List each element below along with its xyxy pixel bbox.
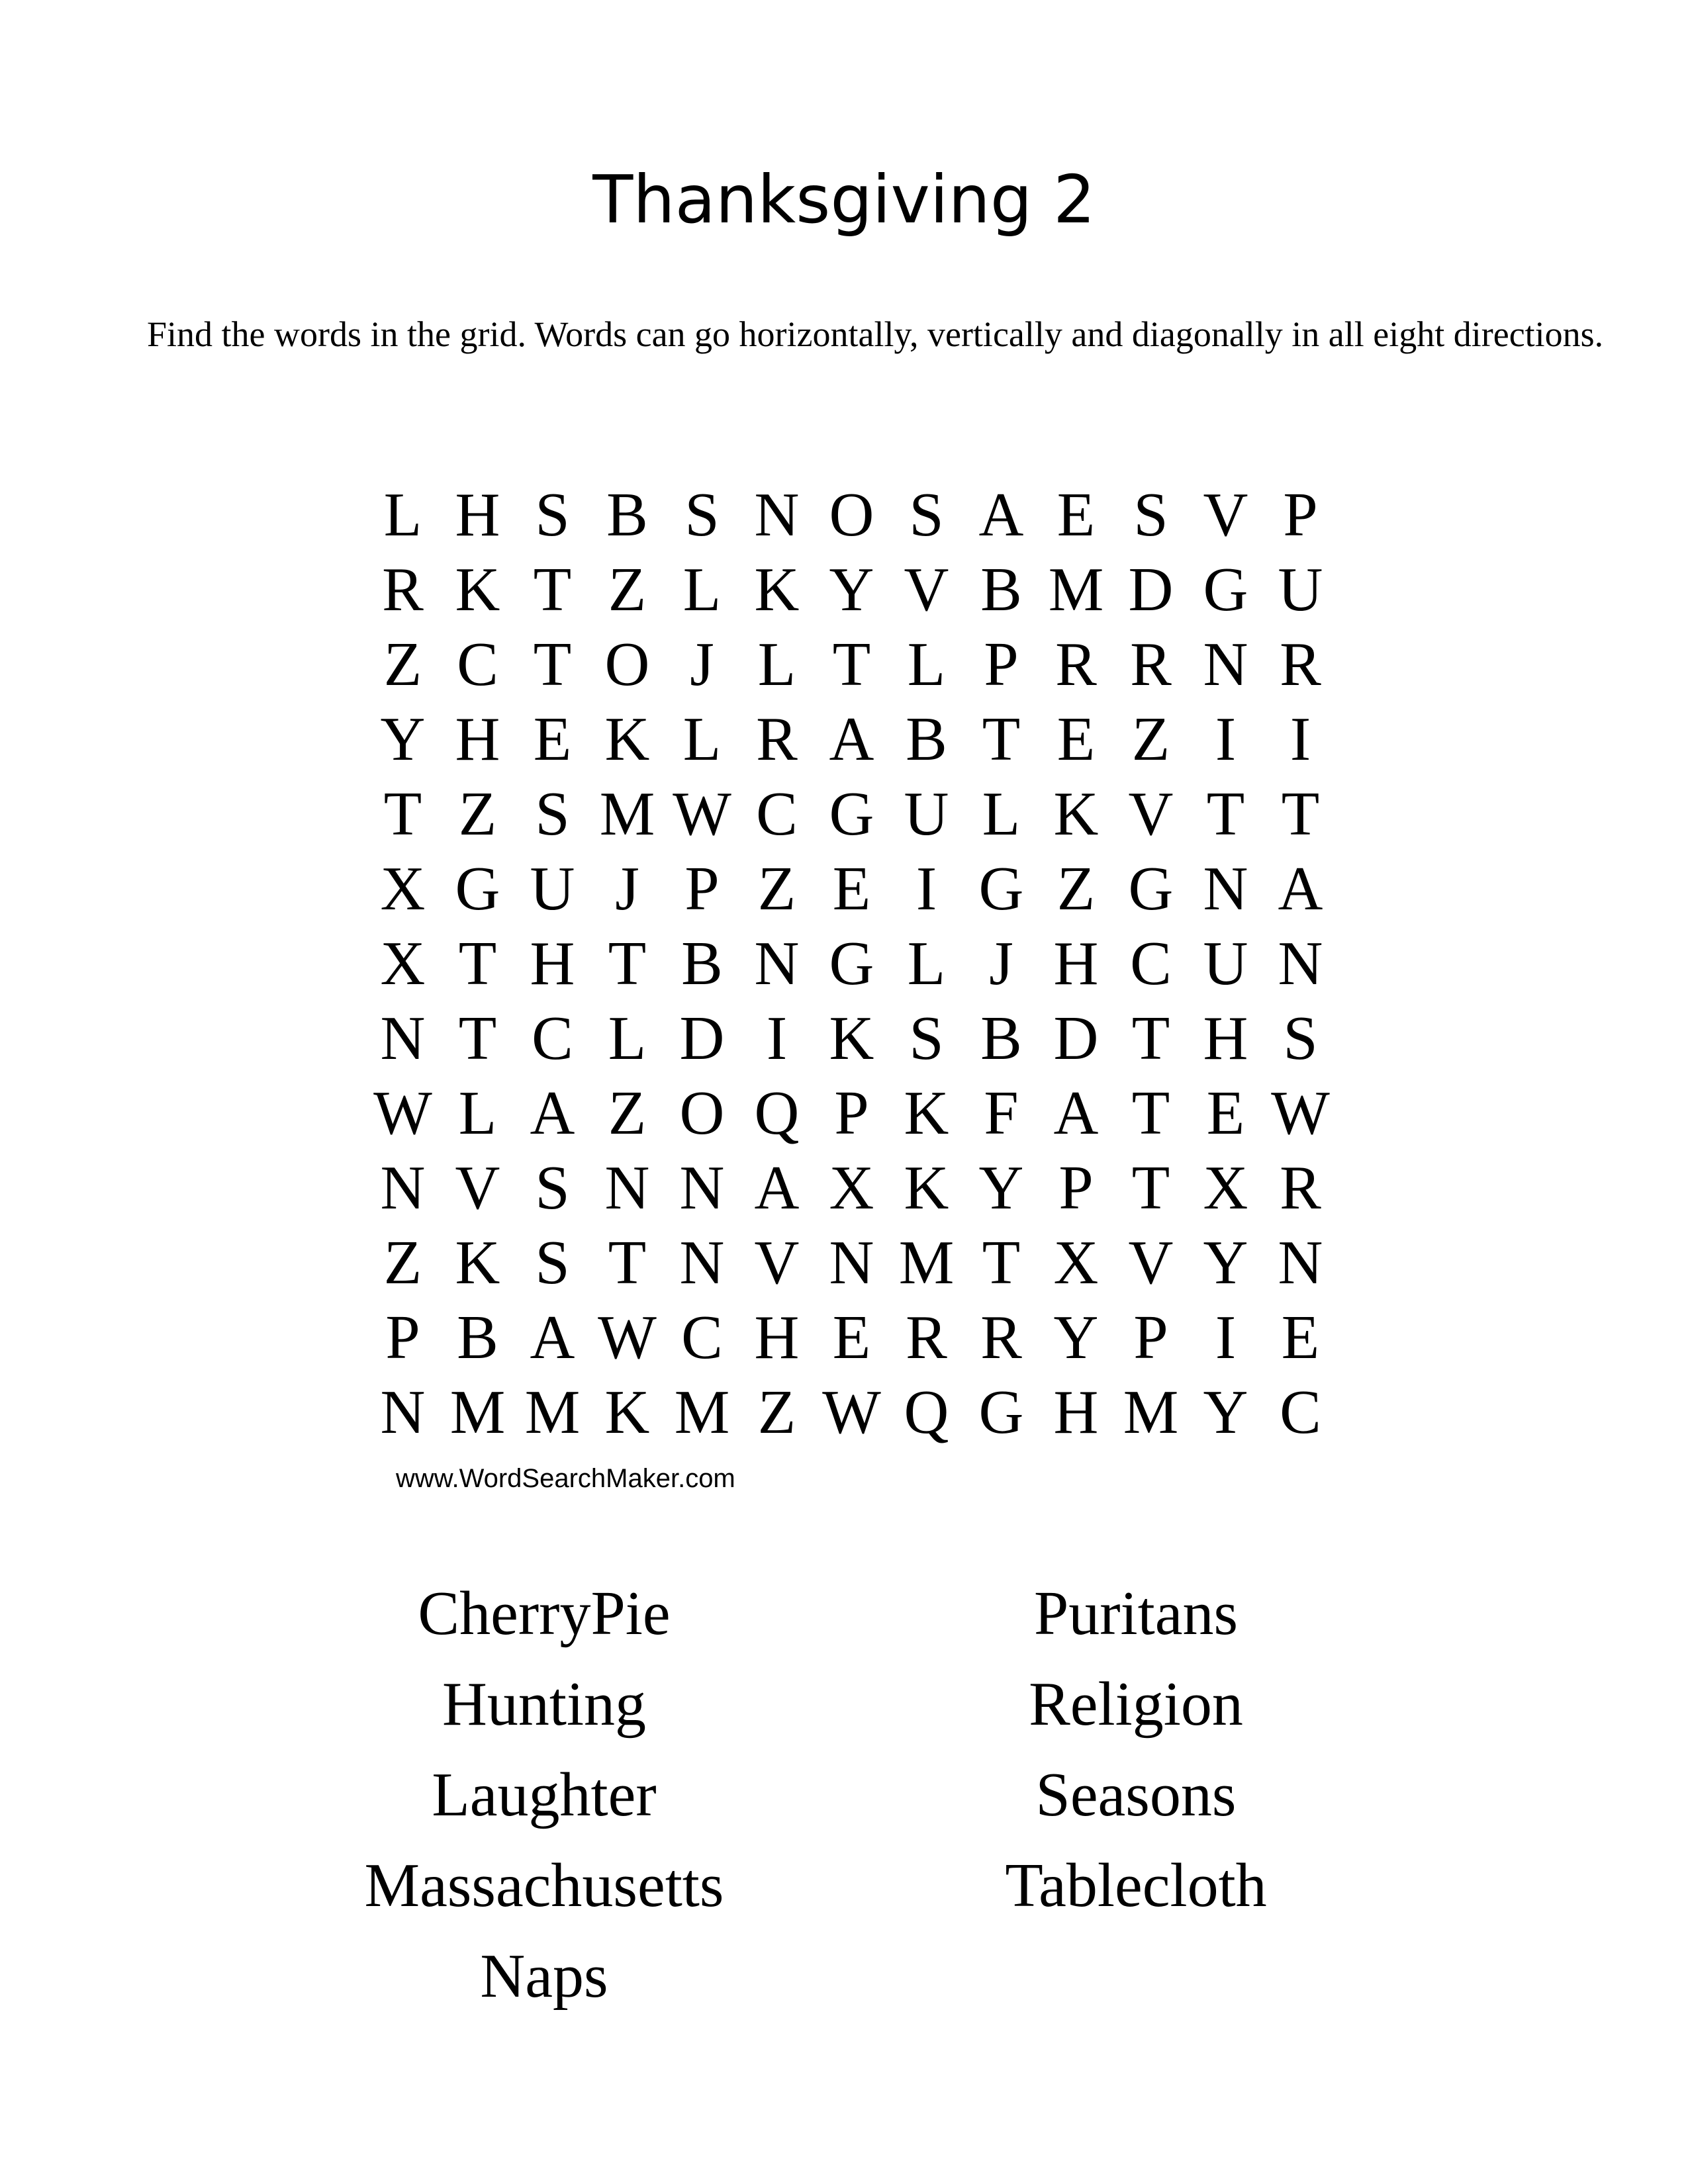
grid-letter: A: [829, 705, 874, 774]
grid-letter: E: [1281, 1303, 1320, 1372]
word-list-item: Massachusetts: [364, 1851, 724, 1920]
grid-letter: O: [679, 1079, 725, 1148]
grid-letter: Z: [757, 854, 796, 923]
grid-letter: U: [904, 780, 949, 848]
grid-letter: S: [535, 780, 570, 848]
grid-letter: Y: [978, 1154, 1024, 1222]
grid-letter: E: [832, 1303, 871, 1372]
grid-letter: K: [904, 1154, 949, 1222]
grid-letter: N: [1278, 1228, 1323, 1297]
grid-letter: M: [1123, 1378, 1179, 1447]
grid-letter: W: [822, 1378, 881, 1447]
grid-letter: B: [980, 1004, 1022, 1073]
grid-letter: V: [1128, 1228, 1174, 1297]
grid-letter: H: [1053, 929, 1099, 998]
grid-letter: P: [1058, 1154, 1094, 1222]
grid-letter: A: [530, 1303, 575, 1372]
grid-letter: B: [457, 1303, 498, 1372]
grid-letter: D: [679, 1004, 725, 1073]
grid-letter: F: [984, 1079, 1019, 1148]
word-list-item: CherryPie: [418, 1579, 671, 1648]
grid-letter: R: [980, 1303, 1022, 1372]
grid-letter: N: [1278, 929, 1323, 998]
grid-letter: S: [909, 480, 944, 549]
grid-letter: V: [1203, 480, 1248, 549]
grid-letter: M: [449, 1378, 506, 1447]
grid-letter: Z: [608, 555, 647, 624]
grid-letter: N: [1203, 630, 1248, 699]
grid-letter: Q: [754, 1079, 800, 1148]
grid-letter: R: [1280, 1154, 1321, 1222]
grid-letter: B: [906, 705, 947, 774]
grid-letter: N: [380, 1004, 426, 1073]
grid-letter: Z: [383, 1228, 422, 1297]
grid-letter: A: [1278, 854, 1323, 923]
grid-letter: B: [980, 555, 1022, 624]
grid-letter: T: [982, 1228, 1021, 1297]
grid-letter: G: [1203, 555, 1248, 624]
grid-letter: U: [530, 854, 575, 923]
grid-letter: V: [1128, 780, 1174, 848]
grid-letter: P: [984, 630, 1019, 699]
grid-letter: K: [754, 555, 800, 624]
grid-letter: R: [1130, 630, 1172, 699]
grid-letter: W: [673, 780, 731, 848]
grid-letter: H: [530, 929, 575, 998]
word-list-right: [851, 1569, 1421, 1931]
grid-letter: K: [1053, 780, 1099, 848]
letter-grid: [365, 478, 1338, 1450]
grid-letter: R: [1055, 630, 1097, 699]
grid-letter: N: [1203, 854, 1248, 923]
grid-letter: K: [829, 1004, 874, 1073]
grid-letter: N: [380, 1378, 426, 1447]
grid-letter: M: [524, 1378, 581, 1447]
grid-letter: K: [604, 1378, 650, 1447]
grid-letter: L: [682, 705, 722, 774]
word-list-item: Religion: [1029, 1670, 1243, 1739]
grid-letter: M: [898, 1228, 955, 1297]
grid-letter: Y: [1053, 1303, 1099, 1372]
grid-letter: R: [1280, 630, 1321, 699]
grid-letter: U: [1203, 929, 1248, 998]
grid-letter: L: [757, 630, 796, 699]
grid-letter: T: [533, 630, 572, 699]
grid-letter: M: [674, 1378, 730, 1447]
grid-letter: P: [1283, 480, 1318, 549]
grid-letter: S: [1133, 480, 1168, 549]
word-list-left: [259, 1569, 829, 2022]
grid-letter: C: [457, 630, 498, 699]
grid-letter: X: [1203, 1154, 1248, 1222]
grid-letter: K: [455, 555, 500, 624]
grid-letter: A: [978, 480, 1024, 549]
word-list-item: Hunting: [442, 1670, 647, 1739]
grid-letter: T: [1281, 780, 1320, 848]
grid-letter: Y: [380, 705, 426, 774]
grid-letter: S: [535, 480, 570, 549]
grid-letter: H: [754, 1303, 800, 1372]
grid-letter: I: [766, 1004, 788, 1073]
grid-letter: R: [756, 705, 798, 774]
grid-letter: C: [532, 1004, 573, 1073]
grid-letter: V: [904, 555, 949, 624]
grid-letter: N: [829, 1228, 874, 1297]
grid-letter: R: [382, 555, 424, 624]
word-list-item: Puritans: [1033, 1579, 1239, 1648]
word-list-item: Tablecloth: [1005, 1851, 1267, 1920]
grid-letter: L: [907, 929, 946, 998]
grid-letter: G: [455, 854, 500, 923]
grid-letter: L: [608, 1004, 647, 1073]
grid-letter: L: [907, 630, 946, 699]
grid-letter: T: [982, 705, 1021, 774]
grid-letter: G: [829, 780, 874, 848]
grid-letter: L: [383, 480, 422, 549]
grid-letter: H: [1203, 1004, 1248, 1073]
grid-letter: X: [380, 854, 426, 923]
grid-letter: T: [1131, 1079, 1170, 1148]
grid-letter: T: [383, 780, 422, 848]
grid-letter: P: [1133, 1303, 1168, 1372]
grid-letter: N: [380, 1154, 426, 1222]
grid-letter: X: [829, 1154, 874, 1222]
word-list-item: Naps: [480, 1942, 608, 2011]
grid-letter: E: [832, 854, 871, 923]
grid-letter: C: [1130, 929, 1172, 998]
grid-letter: A: [754, 1154, 800, 1222]
grid-letter: I: [915, 854, 937, 923]
grid-letter: J: [615, 854, 639, 923]
grid-letter: A: [530, 1079, 575, 1148]
grid-letter: G: [978, 1378, 1024, 1447]
grid-letter: A: [1053, 1079, 1099, 1148]
grid-letter: N: [679, 1154, 725, 1222]
instructions: Find the words in the grid. Words can go horizontally, vertically and diagonally in all eight directions.: [147, 314, 1604, 354]
grid-letter: S: [909, 1004, 944, 1073]
grid-letter: N: [679, 1228, 725, 1297]
grid-letter: B: [681, 929, 723, 998]
grid-letter: Z: [608, 1079, 647, 1148]
grid-letter: J: [989, 929, 1013, 998]
credit-url: www.WordSearchMaker.com: [396, 1464, 735, 1493]
grid-letter: C: [756, 780, 798, 848]
grid-letter: T: [458, 1004, 497, 1073]
grid-letter: T: [1131, 1154, 1170, 1222]
grid-letter: H: [1053, 1378, 1099, 1447]
grid-letter: W: [1271, 1079, 1330, 1148]
grid-letter: N: [604, 1154, 650, 1222]
grid-letter: T: [458, 929, 497, 998]
grid-letter: I: [1289, 705, 1311, 774]
grid-letter: Z: [458, 780, 497, 848]
grid-letter: K: [455, 1228, 500, 1297]
grid-letter: N: [754, 929, 800, 998]
grid-letter: W: [373, 1079, 432, 1148]
grid-letter: P: [385, 1303, 420, 1372]
grid-letter: C: [681, 1303, 723, 1372]
grid-letter: Z: [757, 1378, 796, 1447]
grid-letter: P: [684, 854, 720, 923]
word-list-item: Laughter: [432, 1760, 657, 1829]
grid-letter: D: [1128, 555, 1174, 624]
grid-letter: O: [604, 630, 650, 699]
grid-letter: Z: [383, 630, 422, 699]
grid-letter: Z: [1131, 705, 1170, 774]
grid-letter: Y: [829, 555, 874, 624]
grid-letter: S: [535, 1154, 570, 1222]
grid-letter: I: [1215, 705, 1237, 774]
grid-letter: T: [608, 1228, 647, 1297]
grid-letter: D: [1053, 1004, 1099, 1073]
grid-letter: Q: [904, 1378, 949, 1447]
grid-letter: Y: [1203, 1378, 1248, 1447]
word-list-item: Seasons: [1035, 1760, 1237, 1829]
grid-letter: C: [1280, 1378, 1321, 1447]
grid-letter: V: [754, 1228, 800, 1297]
grid-letter: X: [380, 929, 426, 998]
grid-letter: P: [834, 1079, 869, 1148]
grid-letter: G: [829, 929, 874, 998]
grid-letter: E: [1206, 1079, 1245, 1148]
grid-letter: K: [904, 1079, 949, 1148]
grid-letter: Z: [1056, 854, 1096, 923]
grid-letter: L: [458, 1079, 497, 1148]
grid-letter: T: [1206, 780, 1245, 848]
grid-letter: U: [1278, 555, 1323, 624]
grid-letter: S: [1283, 1004, 1318, 1073]
grid-letter: W: [598, 1303, 657, 1372]
grid-letter: E: [1056, 705, 1096, 774]
grid-letter: E: [1056, 480, 1096, 549]
grid-letter: T: [533, 555, 572, 624]
page-title: Thanksgiving 2: [592, 161, 1096, 238]
grid-letter: M: [599, 780, 655, 848]
grid-letter: N: [754, 480, 800, 549]
grid-letter: S: [684, 480, 720, 549]
grid-letter: O: [829, 480, 874, 549]
grid-letter: V: [455, 1154, 500, 1222]
grid-letter: L: [682, 555, 722, 624]
grid-letter: T: [608, 929, 647, 998]
grid-letter: Y: [1203, 1228, 1248, 1297]
grid-letter: K: [604, 705, 650, 774]
grid-letter: X: [1053, 1228, 1099, 1297]
grid-letter: R: [906, 1303, 947, 1372]
grid-letter: G: [978, 854, 1024, 923]
grid-letter: E: [533, 705, 572, 774]
grid-letter: B: [606, 480, 648, 549]
grid-letter: T: [832, 630, 871, 699]
grid-letter: G: [1128, 854, 1174, 923]
grid-letter: H: [455, 705, 500, 774]
grid-letter: J: [690, 630, 714, 699]
grid-letter: H: [455, 480, 500, 549]
grid-letter: S: [535, 1228, 570, 1297]
grid-letter: L: [982, 780, 1021, 848]
grid-letter: I: [1215, 1303, 1237, 1372]
grid-letter: T: [1131, 1004, 1170, 1073]
grid-letter: M: [1048, 555, 1104, 624]
